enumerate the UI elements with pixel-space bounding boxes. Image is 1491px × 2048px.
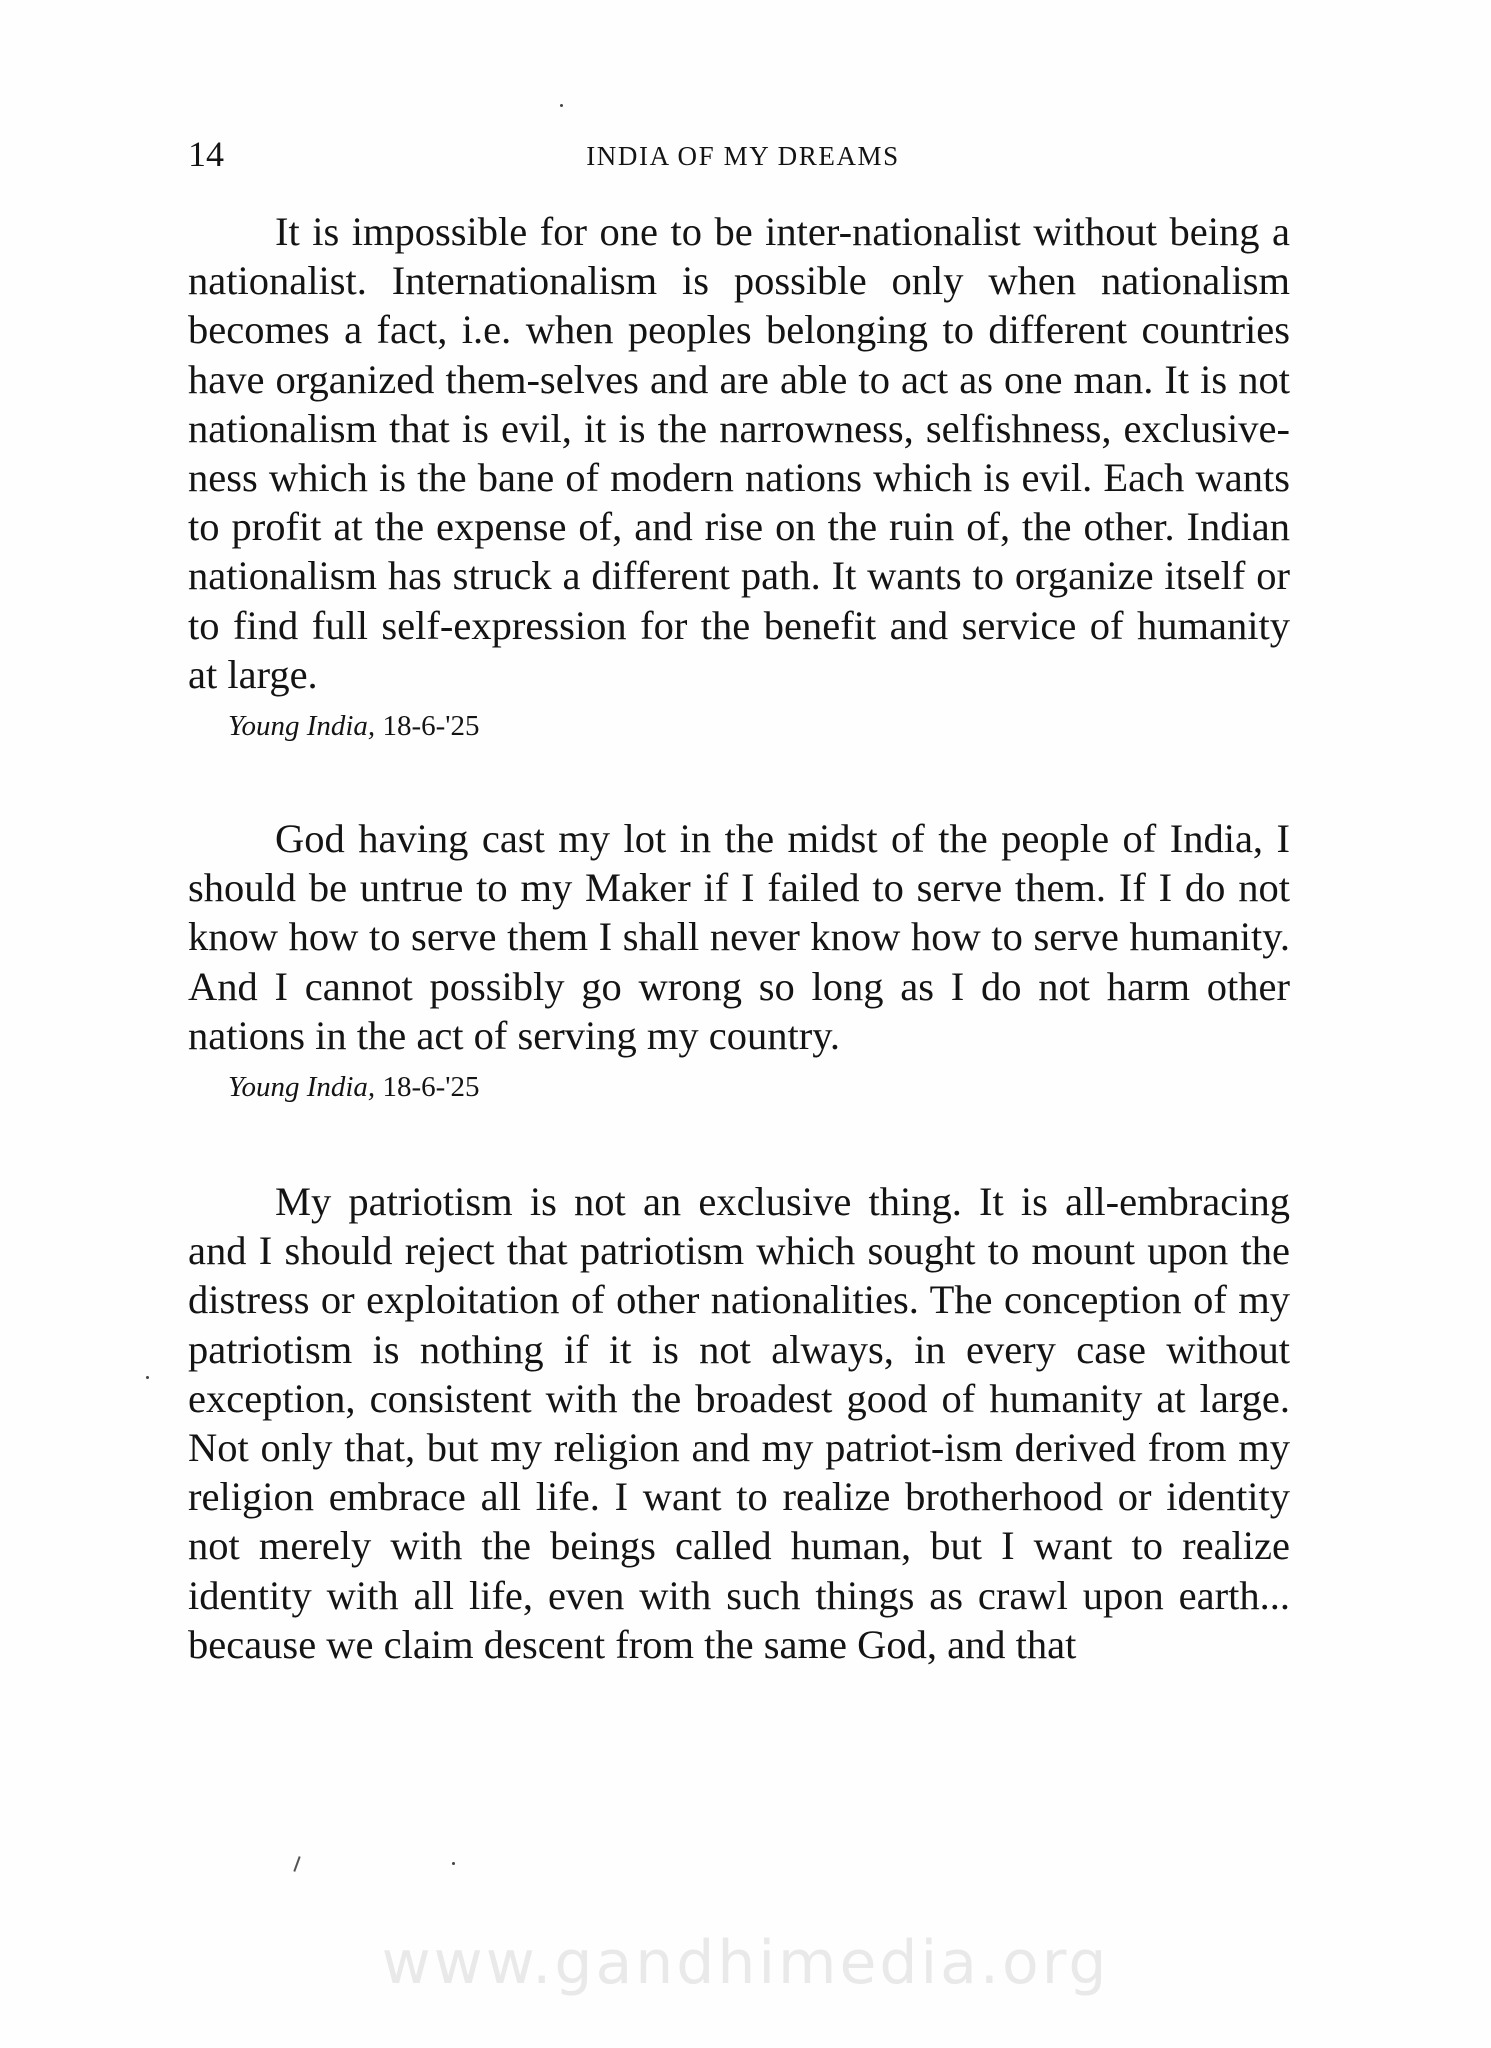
page-number: 14 xyxy=(188,134,224,174)
passage-text: My patriotism is not an exclusive thing. It is all-embracing and I should reject that patriotism which sought to mount upon the distress or exploitation of other nationalities. The conception of my patriotism is nothing if it is not always, in every case without exception, consistent with the broadest good of humanity at large. Not only that, but my religion and my patriot-ism derived from my religion embrace all life. I want to realize brotherhood or identity not merely with the beings called human, but I want to realize identity with all life, even with such things as crawl upon earth... because we claim descent from the same God, and that xyxy=(188,1179,1290,1667)
citation-source: Young India, xyxy=(228,1071,376,1104)
citation-source: Young India, xyxy=(228,710,376,743)
page-body xyxy=(188,207,1290,1669)
print-speck xyxy=(452,1862,455,1865)
passage-3 xyxy=(188,1177,1290,1669)
citation xyxy=(228,1067,1290,1107)
passage-separator xyxy=(188,1107,1290,1177)
citation xyxy=(228,706,1290,746)
print-mark xyxy=(293,1856,300,1872)
passage-text: God having cast my lot in the midst of the people of India, I should be untrue to my Maker if I failed to serve them. If I do not know how to serve them I shall never know how to serve humanity. And I cannot possibly go wrong so long as I do not harm other nations in the act of serving my country. xyxy=(188,816,1290,1058)
passage-2 xyxy=(188,814,1290,1107)
passage-separator xyxy=(188,746,1290,814)
passage-1 xyxy=(188,207,1290,746)
passage-text: It is impossible for one to be inter-nationalist without being a nationalist. Internationalism is possible only when nationalism becomes a fact, i.e. when peoples belonging to different countries have organized them-selves and are able to act as one man. It is not nationalism that is evil, it is the narrowness, selfishness, exclusive-ness which is the bane of modern nations which is evil. Each wants to profit at the expense of, and rise on the ruin of, the other. Indian nationalism has struck a different path. It wants to organize itself or to find full self-expression for the benefit and service of humanity at large. xyxy=(188,209,1290,697)
print-speck xyxy=(560,104,563,107)
watermark: www.gandhimedia.org xyxy=(381,1928,1110,1998)
page-header xyxy=(188,132,1298,182)
running-title: INDIA OF MY DREAMS xyxy=(586,141,900,171)
print-speck xyxy=(146,1376,149,1379)
citation-date: 18-6-'25 xyxy=(382,1071,480,1104)
citation-date: 18-6-'25 xyxy=(382,710,480,743)
